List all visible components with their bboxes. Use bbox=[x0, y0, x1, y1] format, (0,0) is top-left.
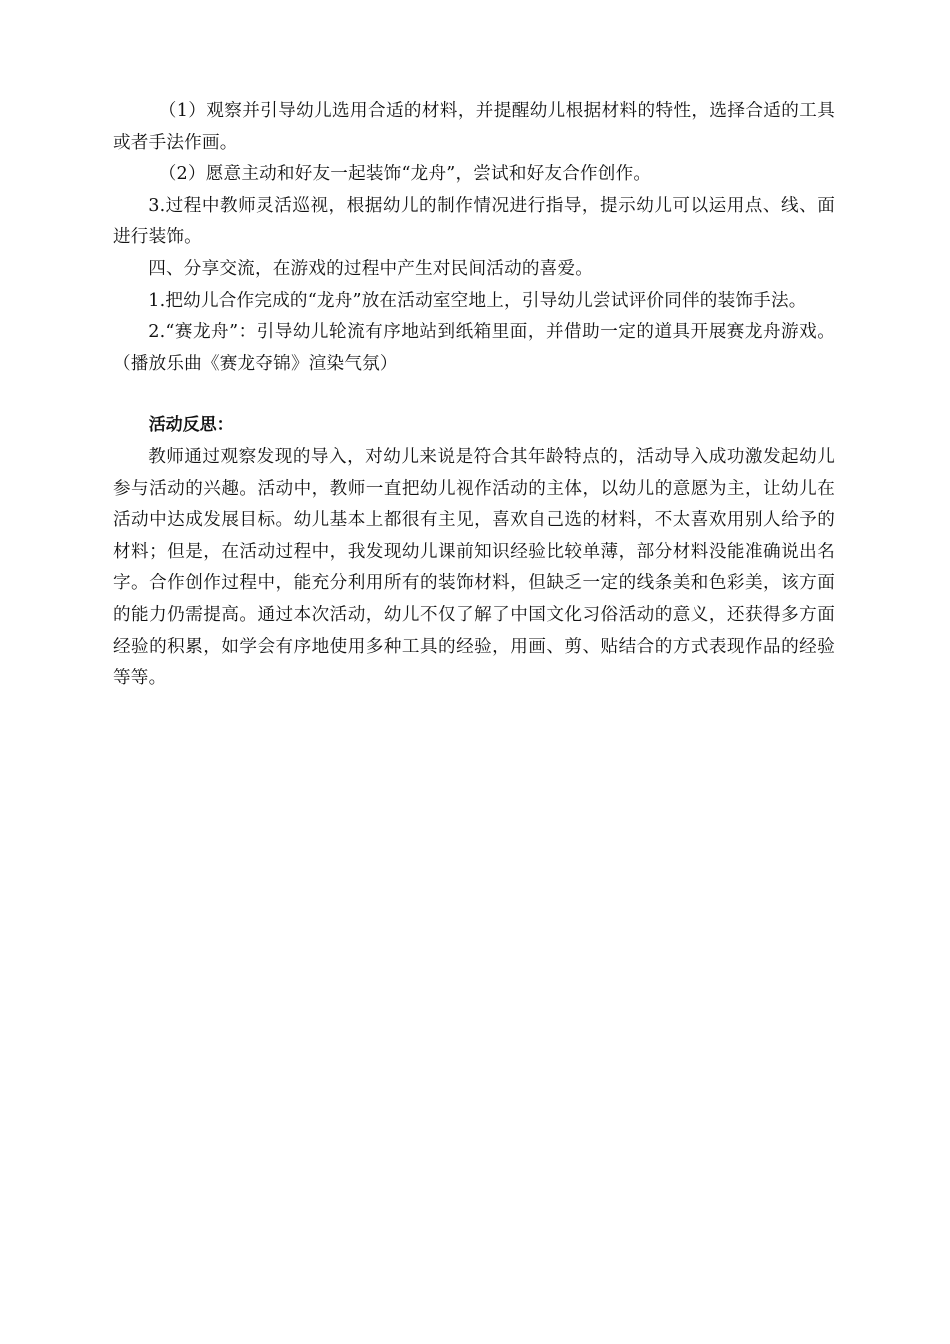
reflection-body: 教师通过观察发现的导入，对幼儿来说是符合其年龄特点的，活动导入成功激发起幼儿参与活动的兴趣。活动中，教师一直把幼儿视作活动的主体，以幼儿的意愿为主，让幼儿在活动中达成发展目标。幼儿基本上都很有主见，喜欢自己选的材料，不太喜欢用别人给予的材料；但是，在活动过程中，我发现幼儿课前知识经验比较单薄，部分材料没能准确说出名字。合作创作过程中，能充分利用所有的装饰材料，但缺乏一定的线条美和色彩美，该方面的能力仍需提高。通过本次活动，幼儿不仅了解了中国文化习俗活动的意义，还获得多方面经验的积累，如学会有序地使用多种工具的经验，用画、剪、贴结合的方式表现作品的经验等等。 bbox=[113, 446, 835, 689]
paragraph-guidance: 3.过程中教师灵活巡视，根据幼儿的制作情况进行指导，提示幼儿可以运用点、线、面进行装饰。 bbox=[113, 195, 835, 248]
reflection-heading: 活动反思： bbox=[148, 415, 234, 436]
section-heading-sharing: 四、分享交流，在游戏的过程中产生对民间活动的喜爱。 bbox=[148, 258, 594, 279]
paragraph-evaluate: 1.把幼儿合作完成的“龙舟”放在活动室空地上，引导幼儿尝试评价同伴的装饰手法。 bbox=[148, 290, 807, 311]
document-page bbox=[113, 96, 835, 695]
paragraph-step-1: （1）观察并引导幼儿选用合适的材料，并提醒幼儿根据材料的特性，选择合适的工具或者手法作画。 bbox=[113, 101, 835, 153]
section-spacer bbox=[113, 380, 835, 410]
paragraph-dragon-boat-race: 2.“赛龙舟”：引导幼儿轮流有序地站到纸箱里面，并借助一定的道具开展赛龙舟游戏。（播放乐曲《赛龙夺锦》渲染气氛） bbox=[113, 322, 835, 374]
paragraph-step-2: （2）愿意主动和好友一起装饰“龙舟”，尝试和好友合作创作。 bbox=[158, 164, 652, 185]
